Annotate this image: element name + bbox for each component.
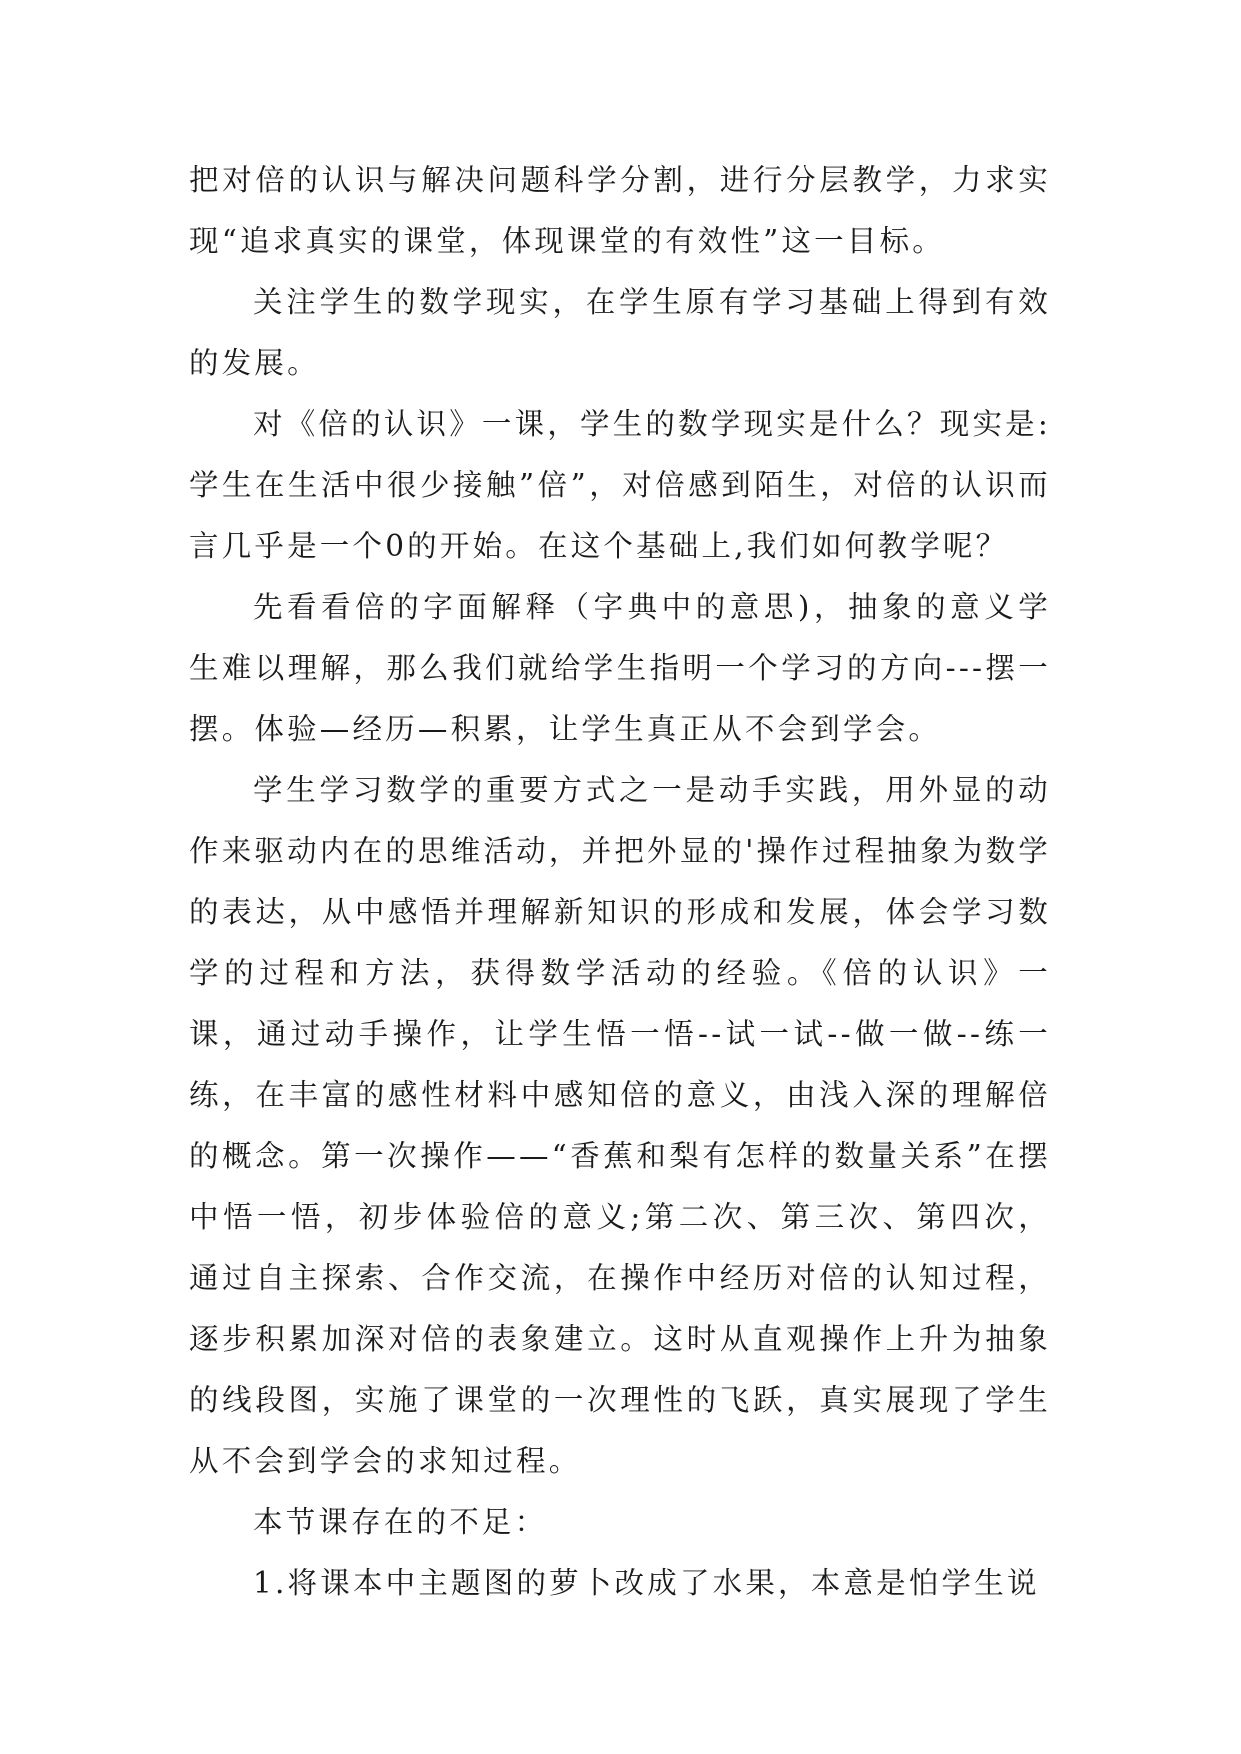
document-body xyxy=(189,150,1051,1614)
paragraph: 把对倍的认识与解决问题科学分割，进行分层教学，力求实现“追求真实的课堂，体现课堂的有效性”这一目标。 xyxy=(189,163,1051,258)
paragraph: 本节课存在的不足： xyxy=(253,1505,548,1539)
paragraph: 对《倍的认识》一课，学生的数学现实是什么？现实是:学生在生活中很少接触”倍”，对倍感到陌生，对倍的认识而言几乎是一个0的开始。在这个基础上,我们如何教学呢？ xyxy=(189,407,1051,563)
paragraph: 1.将课本中主题图的萝卜改成了水果，本意是怕学生说 xyxy=(253,1566,1040,1600)
paragraph: 关注学生的数学现实，在学生原有学习基础上得到有效的发展。 xyxy=(189,285,1051,380)
paragraph: 先看看倍的字面解释（字典中的意思)，抽象的意义学生难以理解，那么我们就给学生指明一个学习的方向---摆一摆。体验—经历—积累，让学生真正从不会到学会。 xyxy=(189,590,1051,746)
paragraph: 学生学习数学的重要方式之一是动手实践，用外显的动作来驱动内在的思维活动，并把外显的'操作过程抽象为数学的表达，从中感悟并理解新知识的形成和发展，体会学习数学的过程和方法，获得数学活动的经验。《倍的认识》一课，通过动手操作，让学生悟一悟--试一试--做一做--练一练，在丰富的感性材料中感知倍的意义，由浅入深的理解倍的概念。第一次操作——“香蕉和梨有怎样的数量关系”在摆中悟一悟，初步体验倍的意义;第二次、第三次、第四次，通过自主探索、合作交流，在操作中经历对倍的认知过程，逐步积累加深对倍的表象建立。这时从直观操作上升为抽象的线段图，实施了课堂的一次理性的飞跃，真实展现了学生从不会到学会的求知过程。 xyxy=(189,773,1051,1478)
